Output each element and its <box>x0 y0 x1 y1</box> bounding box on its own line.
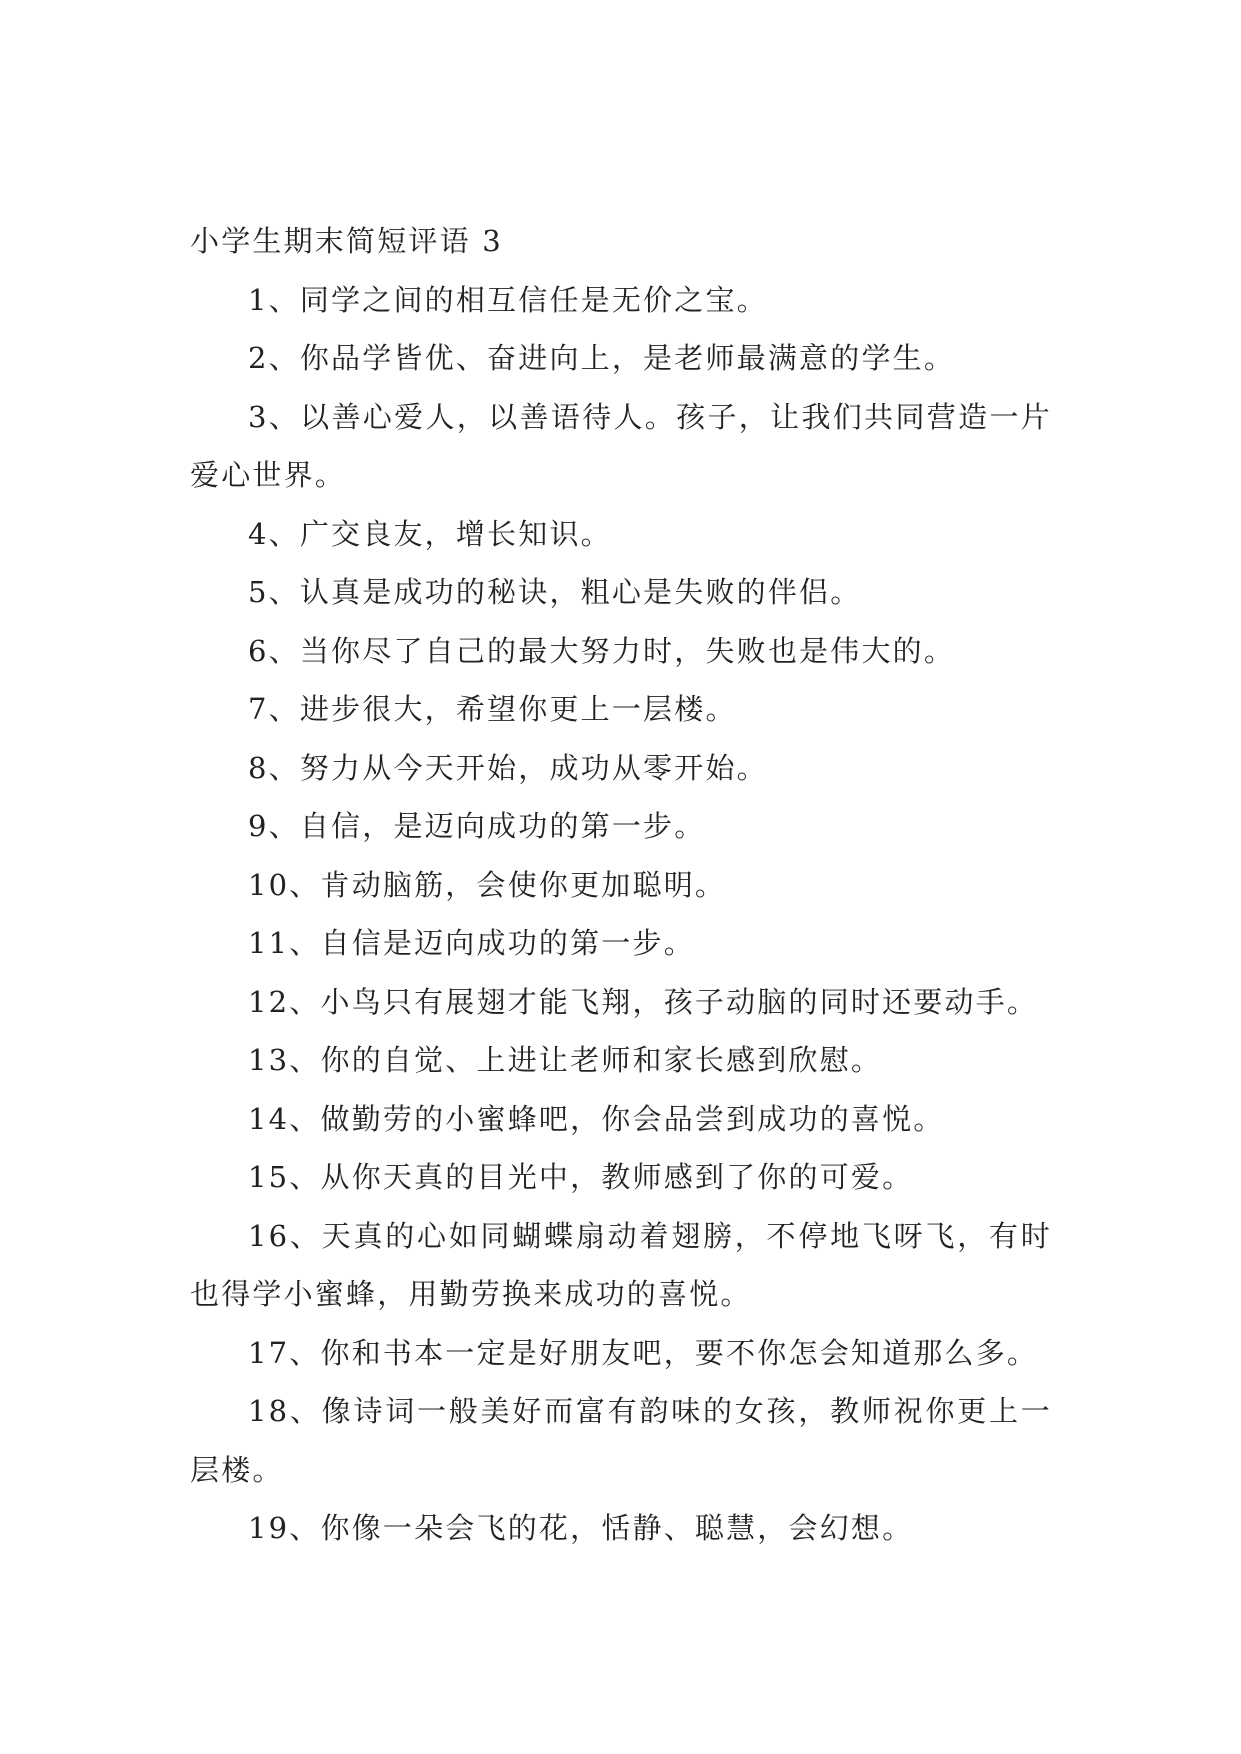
comment-paragraph: 1、同学之间的相互信任是无价之宝。 <box>248 282 768 317</box>
comment-paragraph: 16、天真的心如同蝴蝶扇动着翅膀，不停地飞呀飞，有时也得学小蜜蜂，用勤劳换来成功的喜悦。 <box>190 1218 1052 1311</box>
document-title: 小学生期末简短评语 3 <box>190 224 503 258</box>
comment-paragraph: 3、以善心爱人，以善语待人。孩子，让我们共同营造一片爱心世界。 <box>190 399 1052 492</box>
comment-paragraph: 12、小鸟只有展翅才能飞翔，孩子动脑的同时还要动手。 <box>248 984 1039 1019</box>
comment-paragraph: 7、进步很大，希望你更上一层楼。 <box>248 692 737 726</box>
comment-paragraph: 18、像诗词一般美好而富有韵味的女孩，教师祝你更上一层楼。 <box>190 1394 1052 1487</box>
comment-paragraph: 13、你的自觉、上进让老师和家长感到欣慰。 <box>248 1043 883 1077</box>
comment-paragraph: 8、努力从今天开始，成功从零开始。 <box>248 750 768 785</box>
document-body <box>190 212 1052 1558</box>
comment-paragraph: 14、做勤劳的小蜜蜂吧，你会品尝到成功的喜悦。 <box>248 1101 945 1136</box>
comment-paragraph: 4、广交良友，增长知识。 <box>248 516 612 551</box>
comment-paragraph: 9、自信，是迈向成功的第一步。 <box>248 809 706 843</box>
comment-paragraph: 17、你和书本一定是好朋友吧，要不你怎会知道那么多。 <box>248 1335 1039 1370</box>
comment-paragraph: 19、你像一朵会飞的花，恬静、聪慧，会幻想。 <box>248 1511 914 1545</box>
comment-paragraph: 5、认真是成功的秘诀，粗心是失败的伴侣。 <box>248 575 862 609</box>
comment-paragraph: 11、自信是迈向成功的第一步。 <box>248 926 695 960</box>
comment-paragraph: 2、你品学皆优、奋进向上，是老师最满意的学生。 <box>248 341 956 375</box>
comment-paragraph: 10、肯动脑筋，会使你更加聪明。 <box>248 867 727 902</box>
comment-paragraph: 15、从你天真的目光中，教师感到了你的可爱。 <box>248 1160 914 1194</box>
comment-paragraph: 6、当你尽了自己的最大努力时，失败也是伟大的。 <box>248 633 956 668</box>
